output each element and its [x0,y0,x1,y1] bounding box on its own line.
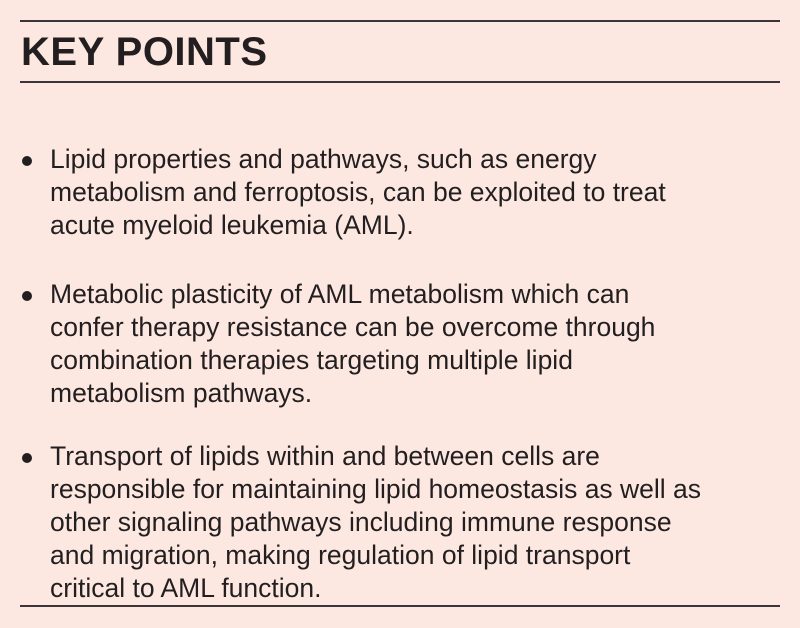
key-point-item [22,440,782,605]
key-point-line: metabolism and ferroptosis, can be exploited to treat [50,177,666,207]
box-title: KEY POINTS [21,30,268,74]
key-point-line: Transport of lipids within and between cells are [50,441,600,471]
top-rule [20,20,780,22]
bullet-icon [22,156,32,166]
bullet-icon [22,453,32,463]
key-point-line: acute myeloid leukemia (AML). [50,210,414,240]
key-point-line: Metabolic plasticity of AML metabolism which can [50,279,630,309]
title-rule [20,81,780,83]
bullet-icon [22,291,32,301]
key-point-line: Lipid properties and pathways, such as energy [50,144,597,174]
key-point-line: other signaling pathways including immune response [50,507,672,537]
key-point-line: combination therapies targeting multiple lipid [50,345,573,375]
key-point-line: metabolism pathways. [50,378,313,408]
key-point-line: confer therapy resistance can be overcome through [50,312,656,342]
key-point-item [22,278,782,410]
key-point-line: critical to AML function. [50,573,322,603]
key-point-line: responsible for maintaining lipid homeostasis as well as [50,474,702,504]
key-point-item [22,143,782,242]
key-point-line: and migration, making regulation of lipid transport [50,540,631,570]
bottom-rule [20,605,780,607]
